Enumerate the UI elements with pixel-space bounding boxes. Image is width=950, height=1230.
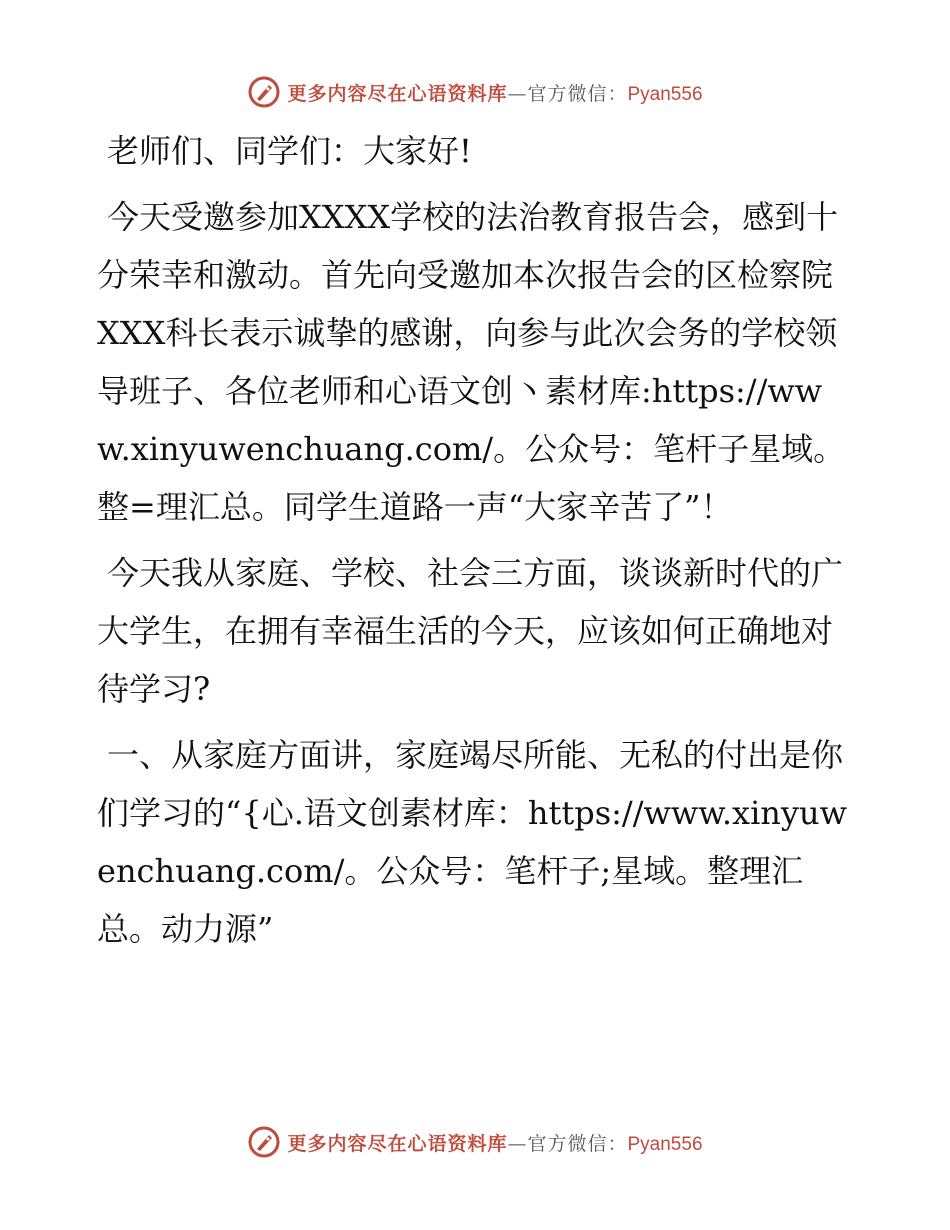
banner-text [287,79,702,106]
paragraph-intro [97,188,852,536]
pen-nib-icon [247,1125,281,1159]
banner-main-text: 更多内容尽在心语资料库 [287,82,508,105]
document-body [97,122,852,966]
paragraph-text: 一、从家庭方面讲，家庭竭尽所能、无私的付出是你们学习的“{心.语文创素材库：https://www.xinyuwenchuang.com/。公众号：笔杆子;星域。整理汇总。动力源” [97,736,847,948]
paragraph-text: 老师们、同学们：大家好! [107,132,472,170]
paragraph-section-one [97,726,852,958]
paragraph-topic [97,544,852,718]
banner-text [287,1129,702,1156]
banner-dash: — [507,1132,528,1155]
banner-wechat-id: Pyan556 [627,1133,703,1155]
banner-wechat-id: Pyan556 [627,83,703,105]
footer-banner [0,1122,950,1162]
banner-main-text: 更多内容尽在心语资料库 [287,1132,508,1155]
paragraph-greeting [97,122,852,180]
banner-label: 官方微信： [527,1132,628,1155]
banner-label: 官方微信： [527,82,628,105]
pen-nib-icon [247,75,281,109]
header-banner [0,72,950,112]
banner-dash: — [507,82,528,105]
paragraph-text: 今天受邀参加XXXX学校的法治教育报告会，感到十分荣幸和激动。首先向受邀加本次报告会的区检察院XXX科长表示诚挚的感谢，向参与此次会务的学校领导班子、各位老师和心语文创丶素材库:https://www.xinyuwenchuang.com/。公众号：笔杆子星域。整=理汇总。同学生道路一声“大家辛苦了”！ [97,198,846,526]
paragraph-text: 今天我从家庭、学校、社会三方面，谈谈新时代的广大学生，在拥有幸福生活的今天，应该如何正确地对待学习? [97,554,844,708]
